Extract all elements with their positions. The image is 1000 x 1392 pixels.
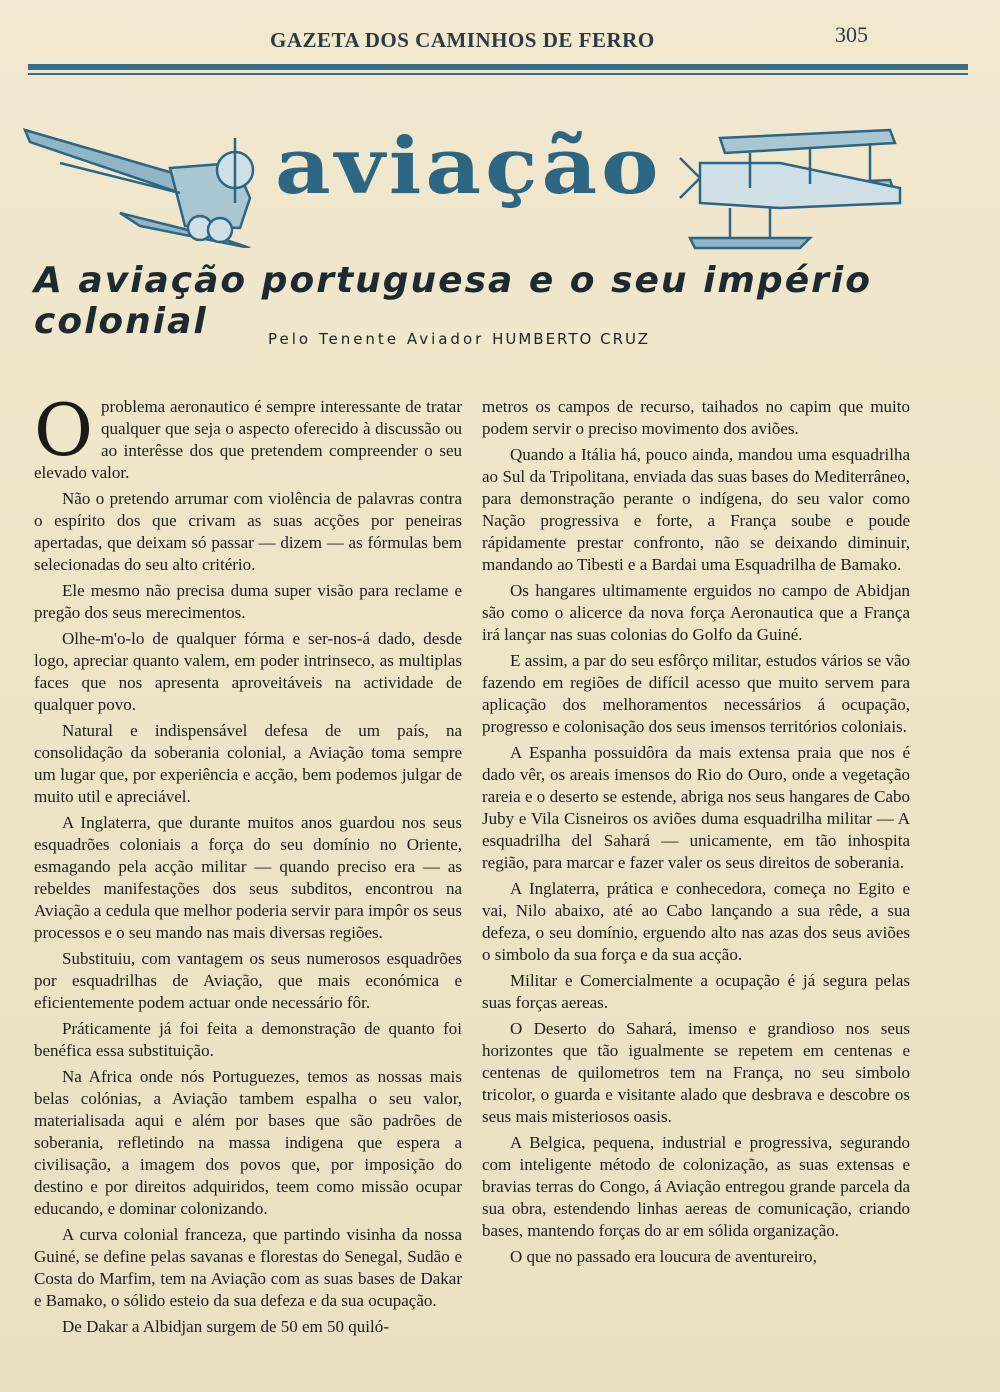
article-column-left <box>34 388 462 1342</box>
paragraph: O Deserto do Sahará, imenso e grandioso nos seus horizontes que tão igualmente se repetem em centenas e centenas de quilometros tem na França, no seu simbolo tricolor, o guarda e visitante alado que desbrava e descobre os seus mais misteriosos oasis. <box>482 1019 910 1126</box>
banner-title: aviação <box>275 121 663 212</box>
drop-cap: O <box>34 388 94 472</box>
paragraph: Os hangares ultimamente erguidos no campo de Abidjan são como o alicerce da nova força Aeronautica que a França irá lançar nas suas colonias do Golfo da Guiné. <box>482 581 910 644</box>
paragraph: A Espanha possuidôra da mais extensa praia que nos é dado vêr, os areais imensos do Rio do Ouro, onde a vegetação rareia e o deserto se estende, abriga nos seus hangares de Cabo Juby e Vila Cisneiros os aviões duma esquadrilha militar — A esquadrilha del Sahará — unicamente, em tão inhospita região, para marcar e fazer valer os seus direitos de soberania. <box>482 743 910 872</box>
paragraph: metros os campos de recurso, taihados no capim que muito podem servir o preciso movimento dos aviões. <box>482 397 910 438</box>
paragraph: A curva colonial franceza, que partindo visinha da nossa Guiné, se define pelas savanas e florestas do Senegal, Sudão e Costa do Marfim, tem na Aviação com as suas bases de Dakar e Bamako, o sólido esteio da sua defeza e da sua ocupação. <box>34 1225 462 1310</box>
article-title: A aviação portuguesa e o seu império colonial <box>34 260 872 342</box>
seaplane-illustration <box>660 118 920 258</box>
paragraph: Militar e Comercialmente a ocupação é já segura pelas suas forças aereas. <box>482 971 910 1012</box>
paragraph: De Dakar a Albidjan surgem de 50 em 50 quiló- <box>62 1317 389 1336</box>
paragraph: Oproblema aeronautico é sempre interessante de tratar qualquer que seja o aspecto oferecido à discussão ou ao interêsse dos que pretendem compreender o seu elevado valor. <box>34 388 462 482</box>
paragraph: Na Africa onde nós Portuguezes, temos as nossas mais belas colónias, a Aviação tambem espalha o seu valor, materialisada aqui e além por bases que são padrões de soberania, refletindo na massa indigena que espera a civilisação, a imagem dos povos que, por imposição do destino e por direitos adquiridos, teem como missão ocupar educando, e dominar colonizando. <box>34 1067 462 1218</box>
page-number: 305 <box>835 22 868 47</box>
byline-author: HUMBERTO CRUZ <box>492 330 651 348</box>
paragraph: A Inglaterra, prática e conhecedora, começa no Egito e vai, Nilo abaixo, até ao Cabo lançando a sua rêde, a sua defeza, o seu domínio, erguendo alto nas azas dos seus aviões o simbolo da sua força e da sua acção. <box>482 879 910 964</box>
paragraph: Práticamente já foi feita a demonstração de quanto foi benéfica essa substituição. <box>34 1019 462 1060</box>
byline <box>268 330 650 348</box>
section-banner <box>20 108 920 260</box>
header-rule-thin <box>28 73 968 75</box>
paragraph: O que no passado era loucura de aventureiro, <box>510 1247 817 1266</box>
paragraph: Não o pretendo arrumar com violência de palavras contra o espírito dos que crivam as suas acções por peneiras apertadas, que deixam só passar — dizem — as fórmulas bem selecionadas do seu alto critério. <box>34 489 462 574</box>
publication-title: GAZETA DOS CAMINHOS DE FERRO <box>270 28 655 52</box>
paragraph: Natural e indispensável defesa de um país, na consolidação da soberania colonial, a Aviação toma sempre um lugar que, por experiência e acção, bem podemos julgar de muito util e apreciável. <box>34 721 462 806</box>
paragraph: E assim, a par do seu esfôrço militar, estudos vários se vão fazendo em regiões de difícil acesso que muito servem para aplicação dos melhoramentos necessários á ocupação, progresso e colonisação dos seus imensos territórios coloniais. <box>482 651 910 736</box>
header-rule <box>28 64 968 70</box>
article-column-right <box>482 396 910 1272</box>
paragraph: Substituiu, com vantagem os seus numerosos esquadrões por esquadrilhas de Aviação, que mais económica e eficientemente podem actuar onde necessário fôr. <box>34 949 462 1012</box>
paragraph: Olhe-m'o-lo de qualquer fórma e ser-nos-á dado, desde logo, apreciar quanto valem, em poder intrinseco, as multiplas faces que nos apresenta aproveitáveis na actividade de qualquer povo. <box>34 629 462 714</box>
paragraph: A Inglaterra, que durante muitos anos guardou nos seus esquadrões coloniais a força do seu domínio no Oriente, esmagando pela acção militar — quando preciso era — as rebeldes manifestações dos seus subditos, encontrou na Aviação a cedula que melhor poderia servir para impôr os seus processos e o seu mando nas mais diversas regiões. <box>34 813 462 942</box>
paragraph: A Belgica, pequena, industrial e progressiva, segurando com inteligente método de colonização, as suas extensas e bravias terras do Congo, á Aviação entregou grande parcela da sua obra, estendendo linhas aereas de comunicação, criando bases, mantendo forças do ar em sólida organização. <box>482 1133 910 1240</box>
monoplane-illustration <box>20 108 270 248</box>
byline-prefix: Pelo Tenente Aviador <box>268 330 485 348</box>
paragraph: Ele mesmo não precisa duma super visão para reclame e pregão dos seus merecimentos. <box>34 581 462 622</box>
paragraph: Quando a Itália há, pouco ainda, mandou uma esquadrilha ao Sul da Tripolitana, enviada das suas bases do Mediterrâneo, para demonstração perante o indígena, do seu valor como Nação progressiva e forte, a França soube e poude rápidamente prestar confronto, não se deixando diminuir, mandando ao Tibesti e a Bardai uma Esquadrilha de Bamako. <box>482 445 910 574</box>
